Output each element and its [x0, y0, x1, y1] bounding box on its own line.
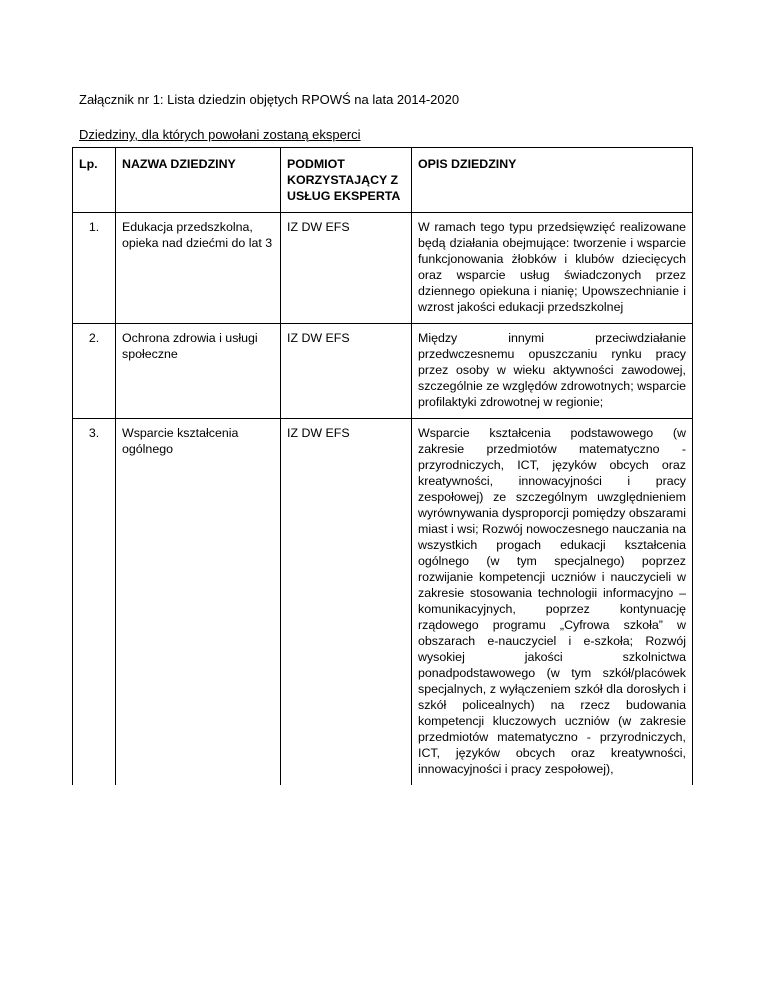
row-description: Między innymi przeciwdziałanie przedwczesnemu opuszczaniu rynku pracy przez osoby w wieku aktywności zawodowej, szczególnie ze względów zdrowotnych; wsparcie profilaktyki zdrowotnej w regionie; [412, 324, 693, 419]
row-description: W ramach tego typu przedsięwzięć realizowane będą działania obejmujące: tworzenie i wsparcie funkcjonowania żłobków i klubów dziecięcych oraz wsparcie usług świadczonych przez dziennego opiekuna i nianię; Upowszechnianie i wzrost jakości edukacji przedszkolnej [412, 213, 693, 324]
row-entity: IZ DW EFS [281, 213, 412, 324]
table-header-row [73, 148, 693, 213]
header-entity: PODMIOT KORZYSTAJĄCY Z USŁUG EKSPERTA [281, 148, 412, 213]
header-name: NAZWA DZIEDZINY [116, 148, 281, 213]
table-row [73, 419, 693, 786]
row-name: Edukacja przedszkolna, opieka nad dziećmi do lat 3 [116, 213, 281, 324]
row-lp: 1. [73, 213, 116, 324]
row-description: Wsparcie kształcenia podstawowego (w zakresie przedmiotów matematyczno - przyrodniczych, ICT, języków obcych oraz kreatywności, innowacyjności i pracy zespołowej) ze szczególnym uwzględnieniem wyrównywania dysproporcji pomiędzy obszarami miast i wsi; Rozwój nowoczesnego nauczania na wszystkich progach edukacji kształcenia ogólnego (w tym specjalnego) poprzez rozwijanie kompetencji uczniów i nauczycieli w zakresie stosowania technologii informacyjno – komunikacyjnych, poprzez kontynuację rządowego programu „Cyfrowa szkoła” w obszarach e-nauczyciel i e-szkoła; Rozwój wysokiej jakości szkolnictwa ponadpodstawowego (w tym szkół/placówek specjalnych, z wyłączeniem szkół dla dorosłych i szkół policealnych) na rzecz budowania kompetencji kluczowych uczniów (w zakresie przedmiotów matematyczno - przyrodniczych, ICT, języków obcych oraz kreatywności, innowacyjności i pracy zespołowej), [412, 419, 693, 786]
row-lp: 2. [73, 324, 116, 419]
table-row [73, 213, 693, 324]
table-row [73, 324, 693, 419]
domains-table [72, 147, 693, 785]
header-lp: Lp. [73, 148, 116, 213]
document-subtitle: Dziedziny, dla których powołani zostaną eksperci [79, 127, 361, 142]
row-name: Wsparcie kształcenia ogólnego [116, 419, 281, 786]
row-name: Ochrona zdrowia i usługi społeczne [116, 324, 281, 419]
document-title: Załącznik nr 1: Lista dziedzin objętych RPOWŚ na lata 2014-2020 [79, 92, 460, 107]
header-description: OPIS DZIEDZINY [412, 148, 693, 213]
row-entity: IZ DW EFS [281, 324, 412, 419]
row-entity: IZ DW EFS [281, 419, 412, 786]
row-lp: 3. [73, 419, 116, 786]
